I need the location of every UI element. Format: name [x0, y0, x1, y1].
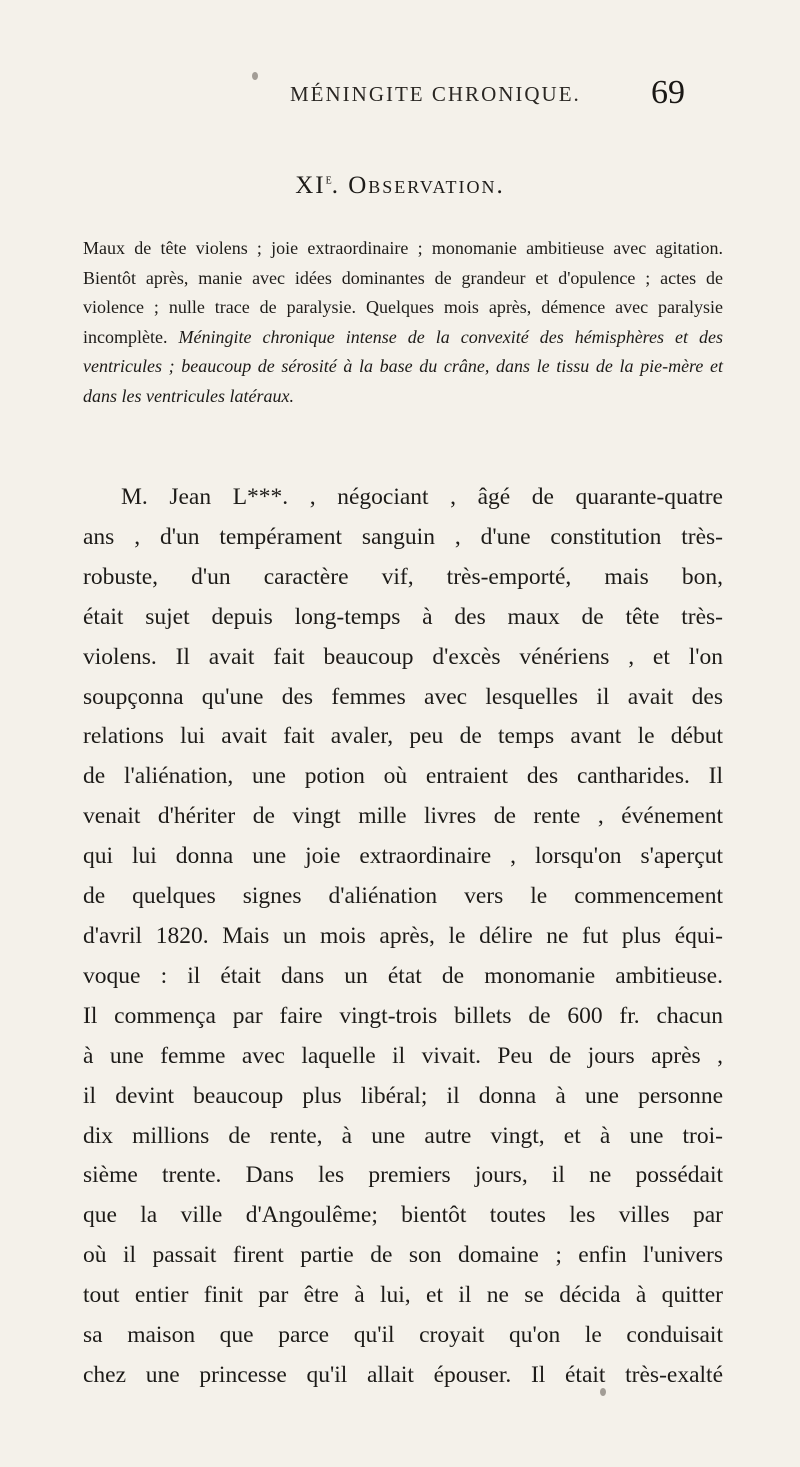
body-line: chez une princesse qu'il allait épouser. Il était très-exalté [83, 1361, 723, 1388]
body-line: voque : il était dans un état de monomanie ambitieuse. [83, 962, 723, 989]
body-line: sa maison que parce qu'il croyait qu'on le conduisait [83, 1322, 723, 1349]
body-line: soupçonna qu'une des femmes avec lesquelles il avait des [83, 683, 723, 710]
ink-speck [252, 72, 258, 80]
body-line: sième trente. Dans les premiers jours, il ne possédait [83, 1162, 723, 1189]
body-line: il devint beaucoup plus libéral; il donna à une personne [83, 1082, 723, 1109]
body-line: était sujet depuis long-temps à des maux de tête très- [83, 603, 723, 630]
summary-clinical-course: Maux de tête violens ; joie extraordinaire ; monomanie ambitieuse avec agitation. Bientôt après, manie avec idées dominantes de grandeur et d'opulence ; actes de violence ; nulle trace de paralysie. Quelques mois après, démence avec paralysie incomplète. [83, 238, 723, 347]
body-line: ans , d'un tempérament sanguin , d'une constitution très- [83, 523, 723, 550]
body-line: où il passait firent partie de son domaine ; enfin l'univers [83, 1242, 723, 1269]
observation-summary [83, 234, 723, 411]
section-heading [0, 172, 800, 200]
section-title: . Observation. [331, 172, 505, 199]
body-line: relations lui avait fait avaler, peu de temps avant le début [83, 723, 723, 750]
running-head [0, 74, 800, 114]
body-line: qui lui donna une joie extraordinaire , lorsqu'on s'aperçut [83, 843, 723, 870]
body-line: venait d'hériter de vingt mille livres de rente , événement [83, 803, 723, 830]
body-line: tout entier finit par être à lui, et il ne se décida à quitter [83, 1282, 723, 1309]
section-number: XI [295, 172, 326, 199]
body-line: Il commença par faire vingt-trois billets de 600 fr. chacun [83, 1002, 723, 1029]
ink-speck [600, 1388, 606, 1396]
body-line: que la ville d'Angoulême; bientôt toutes les villes par [83, 1202, 723, 1229]
body-line: M. Jean L***. , négociant , âgé de quarante-quatre [121, 484, 723, 510]
body-line: dix millions de rente, à une autre vingt, et à une troi- [83, 1122, 723, 1149]
body-line: violens. Il avait fait beaucoup d'excès vénériens , et l'on [83, 643, 723, 670]
section-number-superscript: e [325, 172, 332, 188]
body-line: d'avril 1820. Mais un mois après, le délire ne fut plus équi- [83, 922, 723, 949]
body-line: de quelques signes d'aliénation vers le commencement [83, 883, 723, 910]
summary-autopsy-findings: Méningite chronique intense de la convexité des hémisphères et des ventricules ; beaucoup de sérosité à la base du crâne, dans le tissu de la pie-mère et dans les ventricules latéraux. [83, 326, 723, 406]
observation-body [83, 478, 723, 1396]
body-line: robuste, d'un caractère vif, très-emporté, mais bon, [83, 563, 723, 590]
page-number: 69 [651, 74, 685, 111]
running-title: MÉNINGITE CHRONIQUE. [290, 82, 581, 106]
body-line: de l'aliénation, une potion où entraient des cantharides. Il [83, 763, 723, 790]
body-line: à une femme avec laquelle il vivait. Peu de jours après , [83, 1042, 723, 1069]
